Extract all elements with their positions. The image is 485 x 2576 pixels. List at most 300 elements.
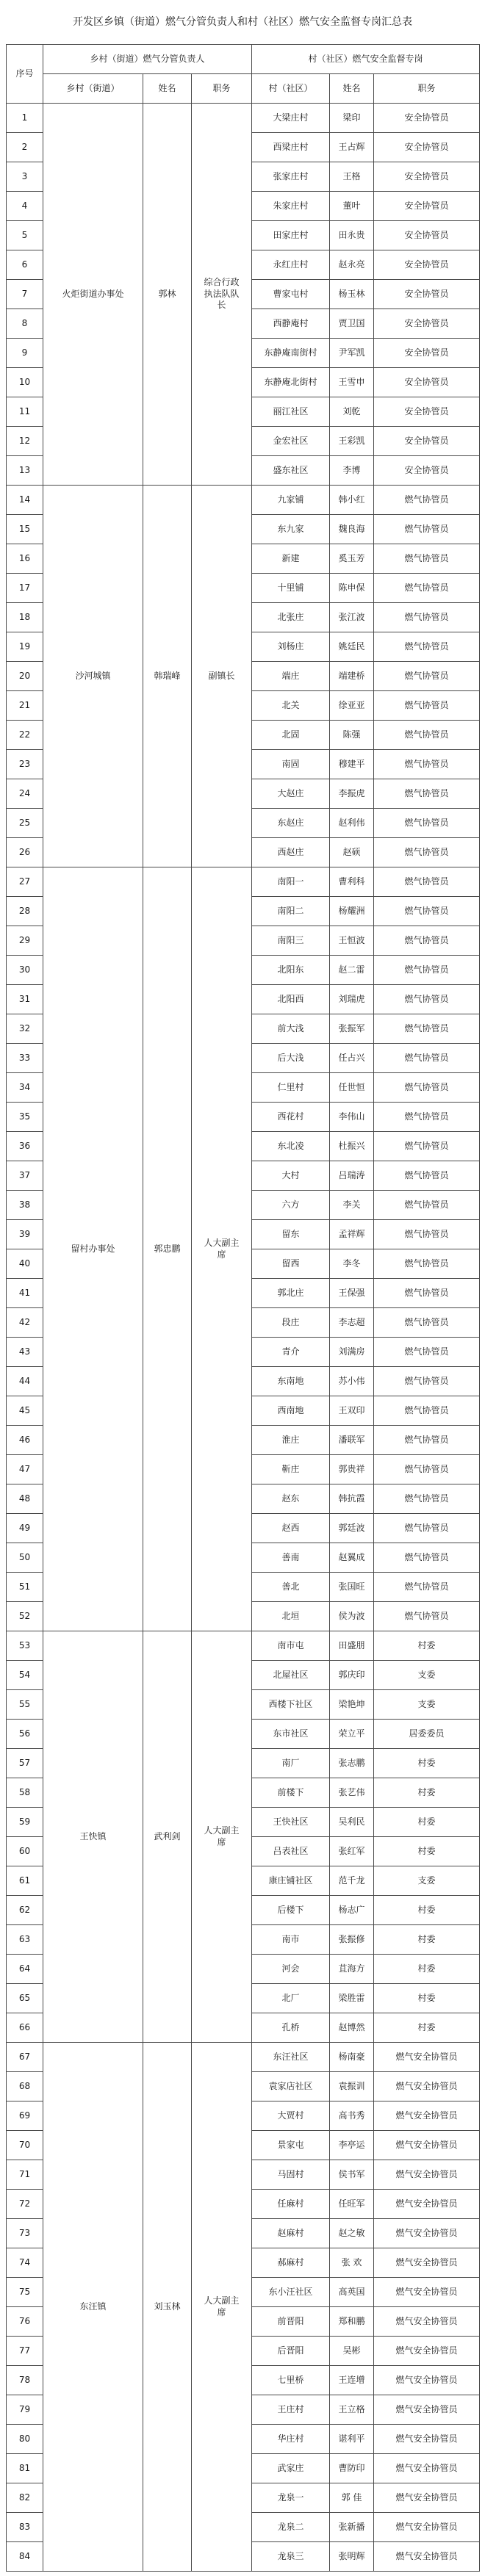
town-cell: 火炬街道办事处 — [43, 104, 143, 486]
coordinator-duty-cell: 燃气协管员 — [374, 1455, 480, 1484]
summary-table — [6, 44, 480, 2572]
coordinator-name-cell: 范千龙 — [330, 1866, 374, 1896]
row-number-cell: 58 — [7, 1778, 43, 1808]
coordinator-duty-cell: 村委 — [374, 1896, 480, 1925]
coordinator-duty-cell: 燃气安全协管员 — [374, 2454, 480, 2483]
coordinator-duty-cell: 支委 — [374, 1690, 480, 1720]
village-cell: 东小汪社区 — [252, 2278, 330, 2307]
coordinator-duty-cell: 燃气协管员 — [374, 1396, 480, 1426]
coordinator-name-cell: 韩抗霞 — [330, 1484, 374, 1514]
coordinator-duty-cell: 燃气协管员 — [374, 515, 480, 544]
row-number-cell: 2 — [7, 133, 43, 162]
coordinator-duty-cell: 村委 — [374, 1984, 480, 2013]
village-cell: 张家庄村 — [252, 162, 330, 192]
coordinator-duty-cell: 燃气协管员 — [374, 1308, 480, 1338]
village-cell: 赵麻村 — [252, 2219, 330, 2248]
coordinator-duty-cell: 燃气安全协管员 — [374, 2395, 480, 2425]
coordinator-name-cell: 赵博然 — [330, 2013, 374, 2043]
coordinator-duty-cell: 安全协管员 — [374, 221, 480, 250]
coordinator-name-cell: 李振虎 — [330, 779, 374, 809]
coordinator-duty-cell: 燃气协管员 — [374, 956, 480, 985]
coordinator-name-cell: 苏小伟 — [330, 1367, 374, 1396]
header-seq: 序号 — [7, 45, 43, 104]
coordinator-duty-cell: 燃气安全协管员 — [374, 2072, 480, 2101]
village-cell: 善北 — [252, 1573, 330, 1602]
coordinator-duty-cell: 燃气协管员 — [374, 1573, 480, 1602]
coordinator-duty-cell: 安全协管员 — [374, 339, 480, 368]
coordinator-name-cell: 张 欢 — [330, 2248, 374, 2278]
coordinator-duty-cell: 燃气协管员 — [374, 1073, 480, 1103]
coordinator-name-cell: 奚玉芳 — [330, 544, 374, 574]
coordinator-duty-cell: 燃气协管员 — [374, 750, 480, 779]
row-number-cell: 75 — [7, 2278, 43, 2307]
coordinator-name-cell: 王双印 — [330, 1396, 374, 1426]
row-number-cell: 41 — [7, 1279, 43, 1308]
row-number-cell: 83 — [7, 2513, 43, 2542]
village-cell: 王庄村 — [252, 2395, 330, 2425]
coordinator-name-cell: 刘乾 — [330, 397, 374, 427]
row-number-cell: 77 — [7, 2337, 43, 2366]
village-cell: 龙泉三 — [252, 2542, 330, 2572]
coordinator-duty-cell: 燃气安全协管员 — [374, 2483, 480, 2513]
row-number-cell: 19 — [7, 632, 43, 662]
village-cell: 大梁庄村 — [252, 104, 330, 133]
village-cell: 东汪社区 — [252, 2043, 330, 2072]
village-cell: 南厂 — [252, 1749, 330, 1778]
coordinator-duty-cell: 安全协管员 — [374, 456, 480, 486]
leader-duty-cell: 人大副主席 — [192, 1631, 252, 2043]
coordinator-name-cell: 穆建平 — [330, 750, 374, 779]
village-cell: 任麻村 — [252, 2190, 330, 2219]
coordinator-name-cell: 侯为波 — [330, 1602, 374, 1631]
coordinator-name-cell: 高英国 — [330, 2278, 374, 2307]
village-cell: 前晋阳 — [252, 2307, 330, 2337]
coordinator-name-cell: 韩小红 — [330, 486, 374, 515]
village-cell: 景家屯 — [252, 2131, 330, 2160]
coordinator-name-cell: 王保强 — [330, 1279, 374, 1308]
coordinator-name-cell: 杨南豪 — [330, 2043, 374, 2072]
row-number-cell: 47 — [7, 1455, 43, 1484]
village-cell: 南阳三 — [252, 926, 330, 956]
coordinator-duty-cell: 燃气协管员 — [374, 1103, 480, 1132]
village-cell: 西花村 — [252, 1103, 330, 1132]
village-cell: 青介 — [252, 1338, 330, 1367]
coordinator-name-cell: 贾卫国 — [330, 309, 374, 339]
coordinator-name-cell: 董叶 — [330, 192, 374, 221]
coordinator-name-cell: 端建桥 — [330, 662, 374, 691]
coordinator-duty-cell: 燃气协管员 — [374, 809, 480, 838]
coordinator-name-cell: 袁振训 — [330, 2072, 374, 2101]
coordinator-duty-cell: 燃气安全协管员 — [374, 2513, 480, 2542]
coordinator-name-cell: 陈强 — [330, 721, 374, 750]
coordinator-name-cell: 张振军 — [330, 1014, 374, 1044]
row-number-cell: 12 — [7, 427, 43, 456]
coordinator-name-cell: 王连增 — [330, 2366, 374, 2395]
row-number-cell: 35 — [7, 1103, 43, 1132]
header-leader-duty: 职务 — [192, 74, 252, 104]
village-cell: 河会 — [252, 1955, 330, 1984]
coordinator-duty-cell: 燃气安全协管员 — [374, 2160, 480, 2190]
row-number-cell: 67 — [7, 2043, 43, 2072]
coordinator-duty-cell: 燃气协管员 — [374, 926, 480, 956]
coordinator-name-cell: 赵永亮 — [330, 250, 374, 280]
coordinator-name-cell: 张国旺 — [330, 1573, 374, 1602]
coordinator-duty-cell: 燃气协管员 — [374, 1279, 480, 1308]
village-cell: 盛东社区 — [252, 456, 330, 486]
village-cell: 孔桥 — [252, 2013, 330, 2043]
coordinator-name-cell: 梁艳坤 — [330, 1690, 374, 1720]
row-number-cell: 23 — [7, 750, 43, 779]
coordinator-name-cell: 刘瑞虎 — [330, 985, 374, 1014]
row-number-cell: 29 — [7, 926, 43, 956]
row-number-cell: 46 — [7, 1426, 43, 1455]
village-cell: 东北凌 — [252, 1132, 330, 1161]
coordinator-name-cell: 张新播 — [330, 2513, 374, 2542]
village-cell: 新建 — [252, 544, 330, 574]
row-number-cell: 3 — [7, 162, 43, 192]
coordinator-duty-cell: 村委 — [374, 1749, 480, 1778]
coordinator-duty-cell: 燃气协管员 — [374, 897, 480, 926]
leader-duty-cell: 副镇长 — [192, 486, 252, 867]
coordinator-duty-cell: 燃气协管员 — [374, 486, 480, 515]
village-cell: 淮庄 — [252, 1426, 330, 1455]
row-number-cell: 38 — [7, 1191, 43, 1220]
coordinator-duty-cell: 安全协管员 — [374, 368, 480, 397]
village-cell: 南阳二 — [252, 897, 330, 926]
village-cell: 东静庵北街村 — [252, 368, 330, 397]
coordinator-name-cell: 李博 — [330, 456, 374, 486]
coordinator-duty-cell: 燃气协管员 — [374, 779, 480, 809]
coordinator-duty-cell: 安全协管员 — [374, 427, 480, 456]
row-number-cell: 45 — [7, 1396, 43, 1426]
village-cell: 赵东 — [252, 1484, 330, 1514]
coordinator-name-cell: 张振修 — [330, 1925, 374, 1955]
village-cell: 仁里村 — [252, 1073, 330, 1103]
coordinator-duty-cell: 燃气协管员 — [374, 1132, 480, 1161]
row-number-cell: 54 — [7, 1661, 43, 1690]
row-number-cell: 28 — [7, 897, 43, 926]
row-number-cell: 71 — [7, 2160, 43, 2190]
row-number-cell: 17 — [7, 574, 43, 603]
village-cell: 西南地 — [252, 1396, 330, 1426]
town-cell: 东汪镇 — [43, 2043, 143, 2572]
village-cell: 大村 — [252, 1161, 330, 1191]
coordinator-duty-cell: 村委 — [374, 2013, 480, 2043]
coordinator-duty-cell: 村委 — [374, 1955, 480, 1984]
village-cell: 西楼下社区 — [252, 1690, 330, 1720]
village-cell: 北张庄 — [252, 603, 330, 632]
row-number-cell: 64 — [7, 1955, 43, 1984]
coordinator-duty-cell: 安全协管员 — [374, 162, 480, 192]
row-number-cell: 53 — [7, 1631, 43, 1661]
coordinator-name-cell: 杜振兴 — [330, 1132, 374, 1161]
village-cell: 东市社区 — [252, 1720, 330, 1749]
row-number-cell: 84 — [7, 2542, 43, 2572]
row-number-cell: 74 — [7, 2248, 43, 2278]
village-cell: 东赵庄 — [252, 809, 330, 838]
row-number-cell: 20 — [7, 662, 43, 691]
row-number-cell: 26 — [7, 838, 43, 867]
coordinator-duty-cell: 燃气安全协管员 — [374, 2131, 480, 2160]
coordinator-duty-cell: 燃气协管员 — [374, 1220, 480, 1249]
row-number-cell: 68 — [7, 2072, 43, 2101]
coordinator-name-cell: 赵硕 — [330, 838, 374, 867]
row-number-cell: 11 — [7, 397, 43, 427]
row-number-cell: 50 — [7, 1543, 43, 1573]
row-number-cell: 57 — [7, 1749, 43, 1778]
row-number-cell: 5 — [7, 221, 43, 250]
header-town: 乡村（街道） — [43, 74, 143, 104]
leader-name-cell: 郭林 — [143, 104, 192, 486]
coordinator-name-cell: 苴海方 — [330, 1955, 374, 1984]
village-cell: 北固 — [252, 721, 330, 750]
coordinator-name-cell: 郭贵祥 — [330, 1455, 374, 1484]
town-cell: 王快镇 — [43, 1631, 143, 2043]
row-number-cell: 25 — [7, 809, 43, 838]
coordinator-duty-cell: 燃气安全协管员 — [374, 2542, 480, 2572]
coordinator-name-cell: 杨玉林 — [330, 280, 374, 309]
coordinator-name-cell: 吕瑞涛 — [330, 1161, 374, 1191]
coordinator-name-cell: 任旺军 — [330, 2190, 374, 2219]
coordinator-name-cell: 杨志广 — [330, 1896, 374, 1925]
village-cell: 北阳东 — [252, 956, 330, 985]
village-cell: 九家铺 — [252, 486, 330, 515]
row-number-cell: 27 — [7, 867, 43, 897]
row-number-cell: 55 — [7, 1690, 43, 1720]
coordinator-duty-cell: 燃气协管员 — [374, 1044, 480, 1073]
row-number-cell: 61 — [7, 1866, 43, 1896]
town-cell: 沙河城镇 — [43, 486, 143, 867]
coordinator-name-cell: 吴彬 — [330, 2337, 374, 2366]
leader-duty-cell: 人大副主席 — [192, 2043, 252, 2572]
coordinator-name-cell: 尹军凯 — [330, 339, 374, 368]
village-cell: 大贾村 — [252, 2101, 330, 2131]
coordinator-duty-cell: 燃气安全协管员 — [374, 2219, 480, 2248]
leader-name-cell: 郭忠鹏 — [143, 867, 192, 1631]
row-number-cell: 8 — [7, 309, 43, 339]
row-number-cell: 14 — [7, 486, 43, 515]
village-cell: 前大浅 — [252, 1014, 330, 1044]
village-cell: 南阳一 — [252, 867, 330, 897]
village-cell: 武家庄 — [252, 2454, 330, 2483]
leader-name-cell: 武利剑 — [143, 1631, 192, 2043]
village-cell: 北厂 — [252, 1984, 330, 2013]
coordinator-duty-cell: 安全协管员 — [374, 397, 480, 427]
coordinator-duty-cell: 安全协管员 — [374, 104, 480, 133]
coordinator-duty-cell: 村委 — [374, 1631, 480, 1661]
coordinator-name-cell: 任世恒 — [330, 1073, 374, 1103]
coordinator-name-cell: 曹利科 — [330, 867, 374, 897]
coordinator-duty-cell: 燃气安全协管员 — [374, 2337, 480, 2366]
coordinator-duty-cell: 燃气安全协管员 — [374, 2425, 480, 2454]
coordinator-name-cell: 郭廷波 — [330, 1514, 374, 1543]
village-cell: 吕表社区 — [252, 1837, 330, 1866]
village-cell: 北关 — [252, 691, 330, 721]
coordinator-duty-cell: 燃气协管员 — [374, 574, 480, 603]
village-cell: 袁家店社区 — [252, 2072, 330, 2101]
row-number-cell: 34 — [7, 1073, 43, 1103]
village-cell: 赵西 — [252, 1514, 330, 1543]
row-number-cell: 63 — [7, 1925, 43, 1955]
coordinator-name-cell: 李关 — [330, 1191, 374, 1220]
coordinator-name-cell: 田盛朋 — [330, 1631, 374, 1661]
village-cell: 西静庵村 — [252, 309, 330, 339]
coordinator-duty-cell: 燃气安全协管员 — [374, 2043, 480, 2072]
row-number-cell: 13 — [7, 456, 43, 486]
coordinator-name-cell: 王占辉 — [330, 133, 374, 162]
row-number-cell: 51 — [7, 1573, 43, 1602]
village-cell: 康庄铺社区 — [252, 1866, 330, 1896]
header-village: 村（社区） — [252, 74, 330, 104]
row-number-cell: 4 — [7, 192, 43, 221]
coordinator-name-cell: 王恒波 — [330, 926, 374, 956]
leader-duty-cell: 人大副主席 — [192, 867, 252, 1631]
coordinator-name-cell: 张明辉 — [330, 2542, 374, 2572]
coordinator-duty-cell: 燃气协管员 — [374, 1543, 480, 1573]
coordinator-name-cell: 张艺伟 — [330, 1778, 374, 1808]
row-number-cell: 10 — [7, 368, 43, 397]
coordinator-duty-cell: 燃气安全协管员 — [374, 2307, 480, 2337]
village-cell: 十里铺 — [252, 574, 330, 603]
row-number-cell: 18 — [7, 603, 43, 632]
row-number-cell: 32 — [7, 1014, 43, 1044]
village-cell: 马固村 — [252, 2160, 330, 2190]
coordinator-name-cell: 郑和鹏 — [330, 2307, 374, 2337]
row-number-cell: 73 — [7, 2219, 43, 2248]
coordinator-name-cell: 赵翼成 — [330, 1543, 374, 1573]
coordinator-name-cell: 孟祥辉 — [330, 1220, 374, 1249]
header-leader-name: 姓名 — [143, 74, 192, 104]
coordinator-duty-cell: 燃气协管员 — [374, 838, 480, 867]
row-number-cell: 49 — [7, 1514, 43, 1543]
coordinator-name-cell: 张红军 — [330, 1837, 374, 1866]
row-number-cell: 78 — [7, 2366, 43, 2395]
row-number-cell: 7 — [7, 280, 43, 309]
header-coordinator-group: 村（社区）燃气安全监督专岗 — [252, 45, 480, 74]
coordinator-duty-cell: 燃气协管员 — [374, 1367, 480, 1396]
header-coordinator-name: 姓名 — [330, 74, 374, 104]
village-cell: 王快社区 — [252, 1808, 330, 1837]
coordinator-name-cell: 赵二雷 — [330, 956, 374, 985]
coordinator-duty-cell: 燃气协管员 — [374, 721, 480, 750]
coordinator-duty-cell: 村委 — [374, 1837, 480, 1866]
coordinator-duty-cell: 安全协管员 — [374, 133, 480, 162]
row-number-cell: 21 — [7, 691, 43, 721]
coordinator-duty-cell: 燃气协管员 — [374, 691, 480, 721]
coordinator-duty-cell: 燃气协管员 — [374, 662, 480, 691]
village-cell: 后大浅 — [252, 1044, 330, 1073]
coordinator-name-cell: 王雪申 — [330, 368, 374, 397]
village-cell: 留西 — [252, 1249, 330, 1279]
leader-duty-cell: 综合行政执法队队长 — [192, 104, 252, 486]
village-cell: 东九家 — [252, 515, 330, 544]
coordinator-name-cell: 张江波 — [330, 603, 374, 632]
coordinator-name-cell: 郭 佳 — [330, 2483, 374, 2513]
coordinator-name-cell: 梁胜雷 — [330, 1984, 374, 2013]
row-number-cell: 59 — [7, 1808, 43, 1837]
village-cell: 永红庄村 — [252, 250, 330, 280]
row-number-cell: 69 — [7, 2101, 43, 2131]
row-number-cell: 24 — [7, 779, 43, 809]
row-number-cell: 42 — [7, 1308, 43, 1338]
row-number-cell: 80 — [7, 2425, 43, 2454]
village-cell: 北垣 — [252, 1602, 330, 1631]
coordinator-duty-cell: 燃气安全协管员 — [374, 2248, 480, 2278]
coordinator-duty-cell: 村委 — [374, 1925, 480, 1955]
coordinator-name-cell: 高书秀 — [330, 2101, 374, 2131]
row-number-cell: 79 — [7, 2395, 43, 2425]
village-cell: 靳庄 — [252, 1455, 330, 1484]
village-cell: 西梁庄村 — [252, 133, 330, 162]
coordinator-name-cell: 陈申保 — [330, 574, 374, 603]
coordinator-duty-cell: 燃气协管员 — [374, 632, 480, 662]
coordinator-name-cell: 杨耀洲 — [330, 897, 374, 926]
leader-name-cell: 刘玉林 — [143, 2043, 192, 2572]
coordinator-duty-cell: 居委委员 — [374, 1720, 480, 1749]
village-cell: 刘杨庄 — [252, 632, 330, 662]
row-number-cell: 37 — [7, 1161, 43, 1191]
row-number-cell: 66 — [7, 2013, 43, 2043]
coordinator-duty-cell: 燃气协管员 — [374, 1602, 480, 1631]
row-number-cell: 9 — [7, 339, 43, 368]
coordinator-name-cell: 李志超 — [330, 1308, 374, 1338]
row-number-cell: 56 — [7, 1720, 43, 1749]
village-cell: 龙泉一 — [252, 2483, 330, 2513]
coordinator-duty-cell: 燃气协管员 — [374, 1426, 480, 1455]
row-number-cell: 62 — [7, 1896, 43, 1925]
village-cell: 南市 — [252, 1925, 330, 1955]
coordinator-name-cell: 徐亚亚 — [330, 691, 374, 721]
row-number-cell: 44 — [7, 1367, 43, 1396]
row-number-cell: 43 — [7, 1338, 43, 1367]
coordinator-name-cell: 谌利平 — [330, 2425, 374, 2454]
coordinator-duty-cell: 支委 — [374, 1661, 480, 1690]
village-cell: 后晋阳 — [252, 2337, 330, 2366]
village-cell: 大赵庄 — [252, 779, 330, 809]
coordinator-duty-cell: 安全协管员 — [374, 192, 480, 221]
village-cell: 曹家屯村 — [252, 280, 330, 309]
row-number-cell: 16 — [7, 544, 43, 574]
village-cell: 朱家庄村 — [252, 192, 330, 221]
row-number-cell: 30 — [7, 956, 43, 985]
row-number-cell: 52 — [7, 1602, 43, 1631]
row-number-cell: 15 — [7, 515, 43, 544]
coordinator-duty-cell: 燃气协管员 — [374, 1249, 480, 1279]
row-number-cell: 36 — [7, 1132, 43, 1161]
village-cell: 段庄 — [252, 1308, 330, 1338]
coordinator-name-cell: 吴利民 — [330, 1808, 374, 1837]
row-number-cell: 60 — [7, 1837, 43, 1866]
village-cell: 南市屯 — [252, 1631, 330, 1661]
village-cell: 田家庄村 — [252, 221, 330, 250]
coordinator-name-cell: 王彩凯 — [330, 427, 374, 456]
coordinator-duty-cell: 支委 — [374, 1866, 480, 1896]
coordinator-name-cell: 田永贵 — [330, 221, 374, 250]
coordinator-name-cell: 魏良海 — [330, 515, 374, 544]
village-cell: 龙泉二 — [252, 2513, 330, 2542]
coordinator-name-cell: 姚廷民 — [330, 632, 374, 662]
village-cell: 金宏社区 — [252, 427, 330, 456]
town-cell: 留村办事处 — [43, 867, 143, 1631]
coordinator-name-cell: 潘联军 — [330, 1426, 374, 1455]
coordinator-name-cell: 李伟山 — [330, 1103, 374, 1132]
coordinator-duty-cell: 燃气安全协管员 — [374, 2278, 480, 2307]
coordinator-name-cell: 荣立平 — [330, 1720, 374, 1749]
village-cell: 南固 — [252, 750, 330, 779]
row-number-cell: 65 — [7, 1984, 43, 2013]
row-number-cell: 33 — [7, 1044, 43, 1073]
village-cell: 端庄 — [252, 662, 330, 691]
